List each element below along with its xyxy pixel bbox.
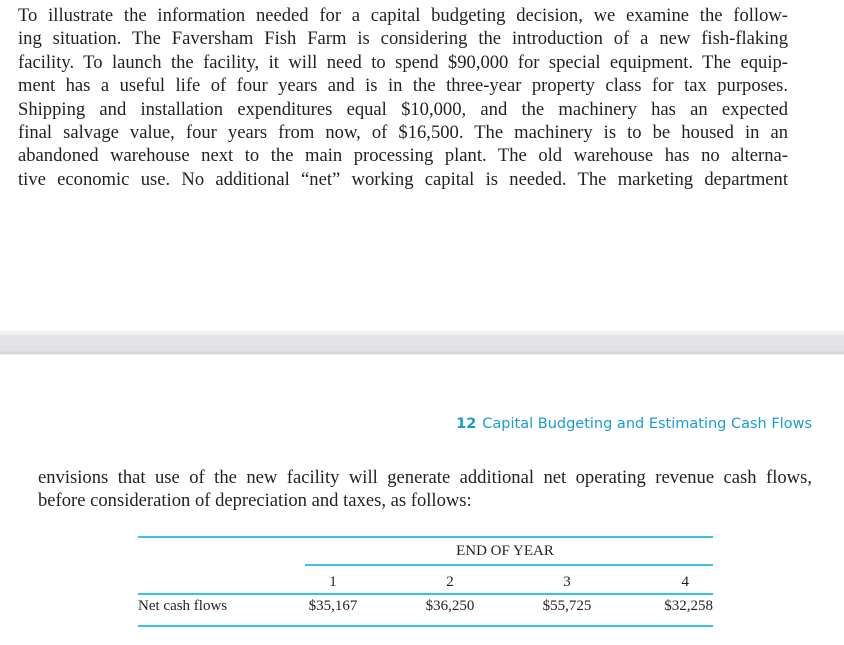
text-line: final salvage value, four years from now, of $16,500. The machinery is to be housed in an [18, 122, 788, 144]
year-4-header: 4 [681, 574, 689, 590]
table-top-rule [138, 536, 713, 538]
cash-flow-year-1: $35,167 [308, 598, 358, 614]
body-paragraph-2 [38, 466, 812, 513]
year-2-header: 2 [446, 574, 454, 590]
text-line: abandoned warehouse next to the main processing plant. The old warehouse has no alterna- [18, 145, 788, 167]
chapter-number: 12 [456, 416, 477, 432]
text-line: before consideration of depreciation and taxes, as follows: [38, 490, 472, 512]
running-header [456, 416, 812, 432]
year-1-header: 1 [329, 574, 337, 590]
text-line: Shipping and installation expenditures equal $10,000, and the machinery has an expected [18, 98, 788, 120]
header-rule [305, 564, 713, 566]
cash-flow-year-3: $55,725 [542, 598, 592, 614]
cash-flow-year-2: $36,250 [425, 598, 475, 614]
chapter-title: Capital Budgeting and Estimating Cash Flows [482, 416, 812, 432]
text-line: tive economic use. No additional “net” working capital is needed. The marketing department [18, 168, 788, 190]
page-break-divider [0, 331, 844, 355]
text-line: envisions that use of the new facility will generate additional net operating revenue cash flows, [38, 467, 812, 488]
row-label: Net cash flows [138, 598, 228, 614]
text-line: ment has a useful life of four years and is in the three-year property class for tax purposes. [18, 75, 788, 97]
table-bottom-rule [138, 625, 713, 627]
end-of-year-header: END OF YEAR [456, 543, 554, 559]
text-line: facility. To launch the facility, it will need to spend $90,000 for special equipment. The equip- [18, 51, 788, 73]
year-3-header: 3 [563, 574, 571, 590]
column-header-rule [138, 593, 713, 595]
body-paragraph-1 [18, 4, 788, 191]
text-line: To illustrate the information needed for a capital budgeting decision, we examine the follow- [18, 5, 788, 26]
cash-flow-year-4: $32,258 [664, 598, 713, 614]
text-line: ing situation. The Faversham Fish Farm is considering the introduction of a new fish-flaking [18, 28, 788, 50]
